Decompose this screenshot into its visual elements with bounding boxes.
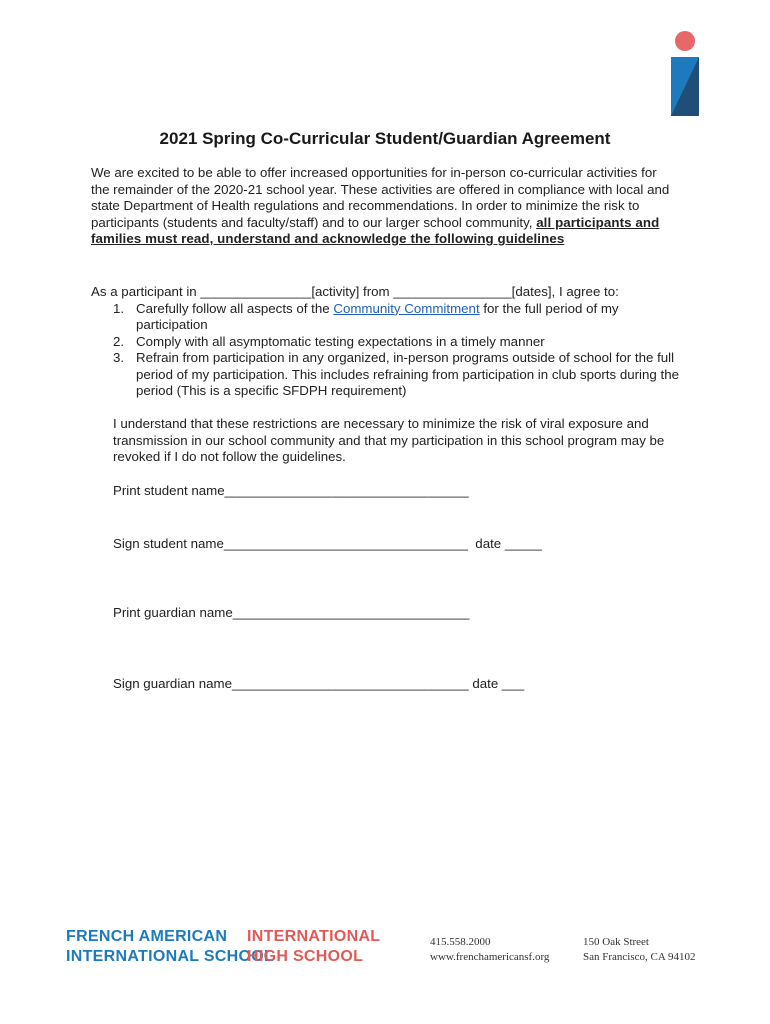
agreement-lead: As a participant in _______________[activity] from ________________[dates], I agree to: <box>91 284 619 299</box>
agreement-list <box>91 301 691 400</box>
school-logo-i-icon <box>668 30 704 120</box>
print-student-name-field[interactable]: Print student name_________________________________ <box>113 483 469 498</box>
item-text-before: Carefully follow all aspects of the <box>136 300 334 316</box>
item-number: 2. <box>113 333 125 349</box>
footer-website: www.frenchamericansf.org <box>430 951 550 963</box>
item-text: Comply with all asymptomatic testing expectations in a timely manner <box>136 333 545 349</box>
item-number: 3. <box>113 350 125 365</box>
sign-student-name-field[interactable]: Sign student name_________________________________ date _____ <box>113 536 542 551</box>
item-text-after: for the full period of my participation <box>136 300 619 332</box>
item-number: 1. <box>113 300 125 316</box>
document-title: 2021 Spring Co-Curricular Student/Guardian Agreement <box>159 129 611 148</box>
footer-phone: 415.558.2000 <box>430 936 491 948</box>
school-name-line-1: FRENCH AMERICAN <box>66 928 228 945</box>
agreement-item-2 <box>91 334 691 351</box>
footer-school-name <box>66 927 274 967</box>
intro-emphasis: all participants and families must read, understand and acknowledge the following guidelines <box>91 214 660 246</box>
intro-paragraph <box>91 165 671 248</box>
ihs-name-line-2: HIGH SCHOOL <box>247 948 364 965</box>
agreement-item-1 <box>91 301 691 334</box>
footer-address <box>583 935 695 965</box>
print-guardian-name-field[interactable]: Print guardian name________________________________ <box>113 605 470 620</box>
footer-street: 150 Oak Street <box>583 936 649 948</box>
item-text: Refrain from participation in any organized, in-person programs outside of school for the full period of my participation. This includes refraining from participation in club sports during the period (This is a specific SFDPH requirement) <box>136 350 679 398</box>
community-commitment-link[interactable]: Community Commitment <box>333 300 480 316</box>
agreement-section <box>91 284 691 400</box>
school-name-line-2: INTERNATIONAL SCHOOL <box>66 948 275 965</box>
intro-text: We are excited to be able to offer increased opportunities for in-person co-curricular activities for the remainder of the 2020-21 school year. These activities are offered in compliance with local and state Department of Health regulations and recommendations. In order to minimize the risk to participants (students and faculty/staff) and to our larger school community, <box>91 165 670 230</box>
agreement-item-3 <box>91 350 691 400</box>
footer-city: San Francisco, CA 94102 <box>583 951 696 963</box>
sign-guardian-name-field[interactable]: Sign guardian name________________________________ date ___ <box>113 676 525 691</box>
footer-contact <box>430 935 549 965</box>
ihs-name-line-1: INTERNATIONAL <box>247 928 381 945</box>
understanding-paragraph: I understand that these restrictions are necessary to minimize the risk of viral exposure and transmission in our school community and that my participation in this school program may be revoked if I do not follow the guidelines. <box>113 416 665 464</box>
footer-high-school-name <box>247 927 380 967</box>
